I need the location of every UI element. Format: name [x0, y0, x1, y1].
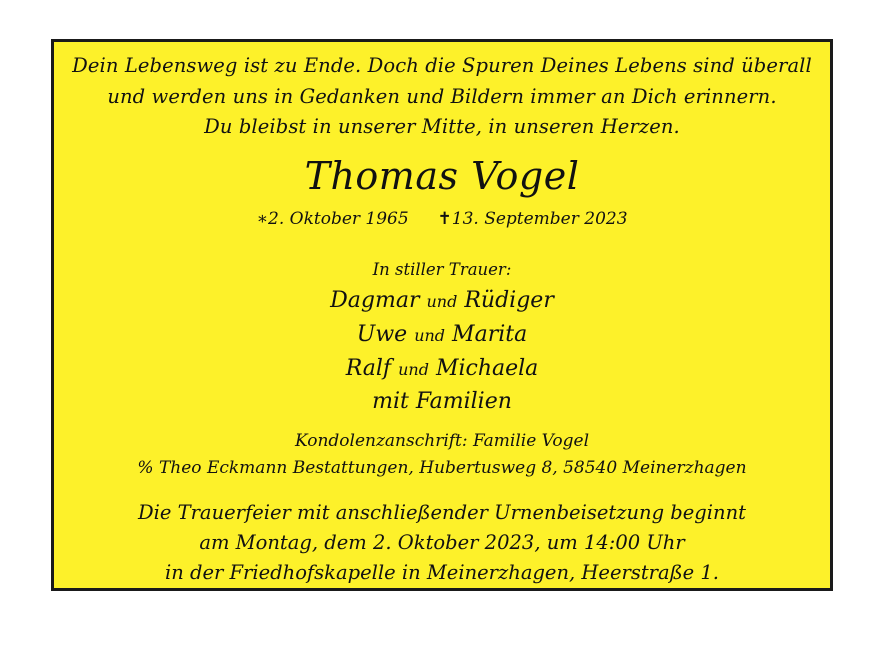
- mourner-name: Dagmar: [330, 288, 420, 313]
- verse-line-2: und werden uns in Gedanken und Bildern immer an Dich erinnern.: [107, 85, 777, 108]
- mourner-couple: [54, 322, 830, 347]
- verse-line-3: Du bleibst in unserer Mitte, in unseren Herzen.: [204, 115, 680, 138]
- ceremony-line-3: in der Friedhofskapelle in Meinerzhagen, Heerstraße 1.: [164, 561, 719, 584]
- und-word: und: [426, 292, 458, 311]
- death-cross-icon: ✝: [437, 209, 452, 229]
- verse-line-1: Dein Lebensweg ist zu Ende. Doch die Spuren Deines Lebens sind überall: [72, 54, 812, 77]
- condolence-label: Kondolenzanschrift: Familie Vogel: [294, 431, 590, 451]
- birth-star-icon: ∗: [256, 209, 269, 229]
- death-date: 13. September 2023: [451, 209, 628, 229]
- life-dates: [54, 209, 830, 229]
- birth-date: 2. Oktober 1965: [268, 209, 409, 229]
- mourner-name: Marita: [452, 322, 528, 347]
- deceased-name: Thomas Vogel: [304, 154, 580, 198]
- mourner-name: Uwe: [356, 322, 408, 347]
- mourner-families: mit Familien: [372, 389, 512, 414]
- mourner-name: Ralf: [345, 356, 392, 381]
- ceremony-line-1: Die Trauerfeier mit anschließender Urnenbeisetzung beginnt: [138, 501, 746, 524]
- und-word: und: [398, 360, 429, 379]
- condolence-address: % Theo Eckmann Bestattungen, Hubertusweg 8, 58540 Meinerzhagen: [137, 458, 747, 478]
- mourner-name: Michaela: [435, 356, 539, 381]
- mourning-heading: In stiller Trauer:: [372, 260, 512, 279]
- mourner-name: Rüdiger: [464, 288, 554, 313]
- mourner-couple: [54, 356, 830, 381]
- obituary-card: [51, 39, 833, 591]
- und-word: und: [414, 326, 446, 345]
- ceremony-line-2: am Montag, dem 2. Oktober 2023, um 14:00 Uhr: [199, 531, 685, 554]
- mourner-couple: [54, 288, 830, 313]
